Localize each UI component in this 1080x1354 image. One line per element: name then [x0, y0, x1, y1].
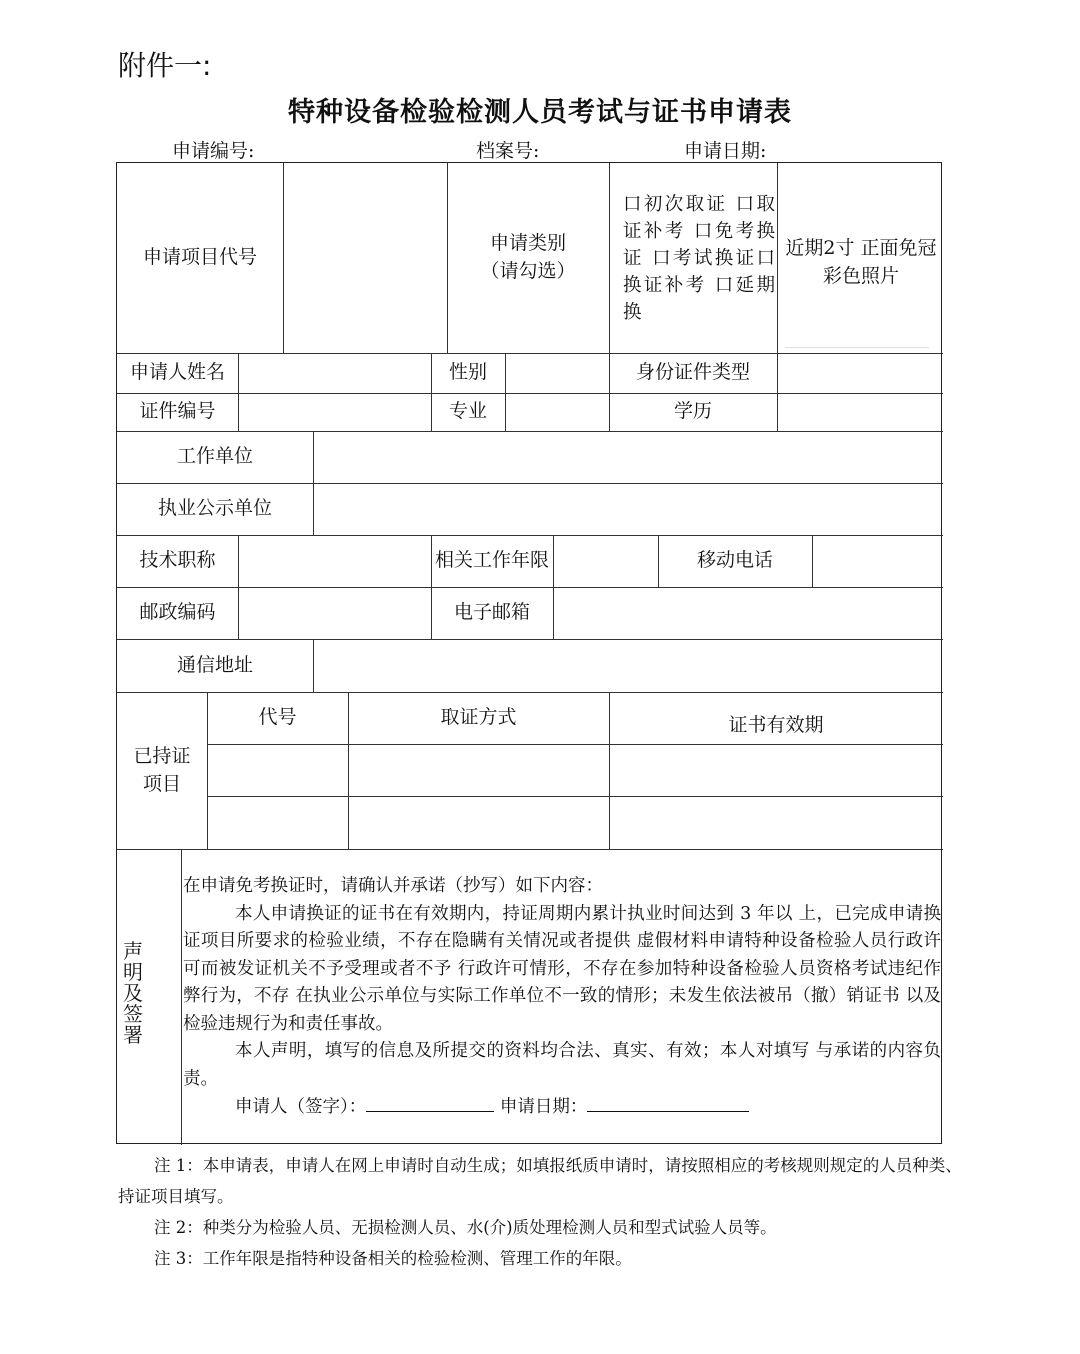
- gender-field[interactable]: [505, 353, 609, 393]
- id-no-field[interactable]: [238, 393, 431, 431]
- postcode-field[interactable]: [238, 587, 431, 639]
- technical-title-label: 技术职称: [139, 549, 216, 572]
- held-validity-header: 证书有效期: [728, 714, 824, 737]
- employer-field[interactable]: [313, 431, 943, 483]
- file-no-label: 档案号:: [476, 140, 540, 162]
- signature-field[interactable]: [366, 1093, 494, 1112]
- col-divider: [181, 849, 182, 1145]
- photo-placeholder: 近期2寸 正面免冠 彩色照片: [785, 237, 937, 287]
- major-label: 专业: [448, 400, 487, 423]
- col-divider: [609, 163, 610, 353]
- declaration-body: [183, 873, 941, 1122]
- id-no-label: 证件编号: [139, 400, 216, 423]
- category-options[interactable]: 口初次取证 口取证补考 口免考换证 口考试换证口换证补考 口延期换: [623, 194, 775, 323]
- declaration-intro: 在申请免考换证时，请确认并承诺（抄写）如下内容：: [183, 876, 603, 896]
- work-years-field[interactable]: [553, 535, 658, 587]
- col-divider: [777, 163, 778, 353]
- held-items-label: [117, 692, 207, 849]
- address-field[interactable]: [313, 639, 943, 692]
- category-label-line1: 申请类别: [489, 232, 566, 255]
- declaration-date-label: 申请日期：: [499, 1097, 588, 1117]
- note-1: 注 1：本申请表，申请人在网上申请时自动生成；如填报纸质申请时，请按照相应的考核规则规定的人员种类、持证项目填写。: [118, 1156, 962, 1206]
- practice-unit-label: 执业公示单位: [157, 497, 272, 520]
- email-label: 电子邮箱: [453, 601, 530, 624]
- project-code-field[interactable]: [283, 163, 447, 353]
- note-2: 注 2：种类分为检验人员、无损检测人员、水(介)质处理检测人员和型式试验人员等。: [154, 1218, 777, 1237]
- signature-label: 申请人（签字）：: [235, 1097, 367, 1117]
- declaration-para1: 本人申请换证的证书在有效期内，持证周期内累计执业时间达到 3 年以 上，已完成申请换证项目所要求的检验业绩，不存在隐瞒有关情况或者提供 虚假材料申请特种设备检验人员行政许可而被发证机关不予受理或者不予 行政许可情形，不存在参加特种设备检验人员资格考试违纪作弊行为，不存 在执业公示单位与实际工作单位不一致的情形；未发生依法被吊（撤）销证书 以及检验违规行为和责任事故。: [183, 903, 941, 1034]
- held-code-field[interactable]: [207, 744, 348, 796]
- mobile-field[interactable]: [812, 535, 943, 587]
- email-field[interactable]: [553, 587, 943, 639]
- category-label-line2: （请勾选）: [480, 260, 576, 282]
- form-title: 特种设备检验检测人员考试与证书申请表: [288, 97, 792, 128]
- notes: [118, 1150, 978, 1274]
- held-code-header: 代号: [258, 706, 297, 728]
- project-code-label: 申请项目代号: [142, 246, 257, 269]
- postcode-label: 邮政编码: [139, 601, 216, 624]
- signature-line: [183, 1093, 941, 1122]
- name-label: 申请人姓名: [129, 361, 225, 384]
- held-validity-field[interactable]: [609, 796, 943, 849]
- education-label: 学历: [673, 400, 712, 423]
- application-no-label: 申请编号:: [172, 140, 255, 162]
- declaration-side-label: 声明及签署: [123, 939, 143, 1047]
- note-3: 注 3：工作年限是指特种设备相关的检验检测、管理工作的年限。: [154, 1249, 632, 1268]
- application-date-label: 申请日期:: [684, 140, 767, 162]
- held-method-header: 取证方式: [440, 706, 517, 728]
- id-type-label: 身份证件类型: [635, 361, 750, 384]
- attachment-label: 附件一:: [118, 49, 212, 82]
- education-field[interactable]: [777, 393, 943, 431]
- declaration-date-field[interactable]: [587, 1093, 749, 1112]
- held-validity-field[interactable]: [609, 744, 943, 796]
- held-code-field[interactable]: [207, 796, 348, 849]
- row-divider: [117, 849, 943, 850]
- address-label: 通信地址: [176, 653, 253, 676]
- held-method-field[interactable]: [348, 744, 609, 796]
- name-field[interactable]: [238, 353, 431, 393]
- gender-label: 性别: [448, 361, 487, 384]
- mobile-label: 移动电话: [696, 549, 773, 572]
- held-items-label-line2: 项目: [142, 772, 181, 795]
- held-items-label-line1: 已持证: [133, 744, 191, 767]
- major-field[interactable]: [505, 393, 609, 431]
- declaration-para2: 本人声明，填写的信息及所提交的资料均合法、真实、有效；本人对填写 与承诺的内容负责。: [183, 1041, 941, 1089]
- application-form-table: [116, 162, 942, 1144]
- employer-label: 工作单位: [176, 445, 253, 468]
- technical-title-field[interactable]: [238, 535, 431, 587]
- category-label: [447, 163, 609, 353]
- practice-unit-field[interactable]: [313, 483, 943, 535]
- held-method-field[interactable]: [348, 796, 609, 849]
- id-type-field[interactable]: [777, 353, 943, 393]
- work-years-label: 相关工作年限: [434, 549, 549, 572]
- photo-frame-line: [785, 347, 929, 348]
